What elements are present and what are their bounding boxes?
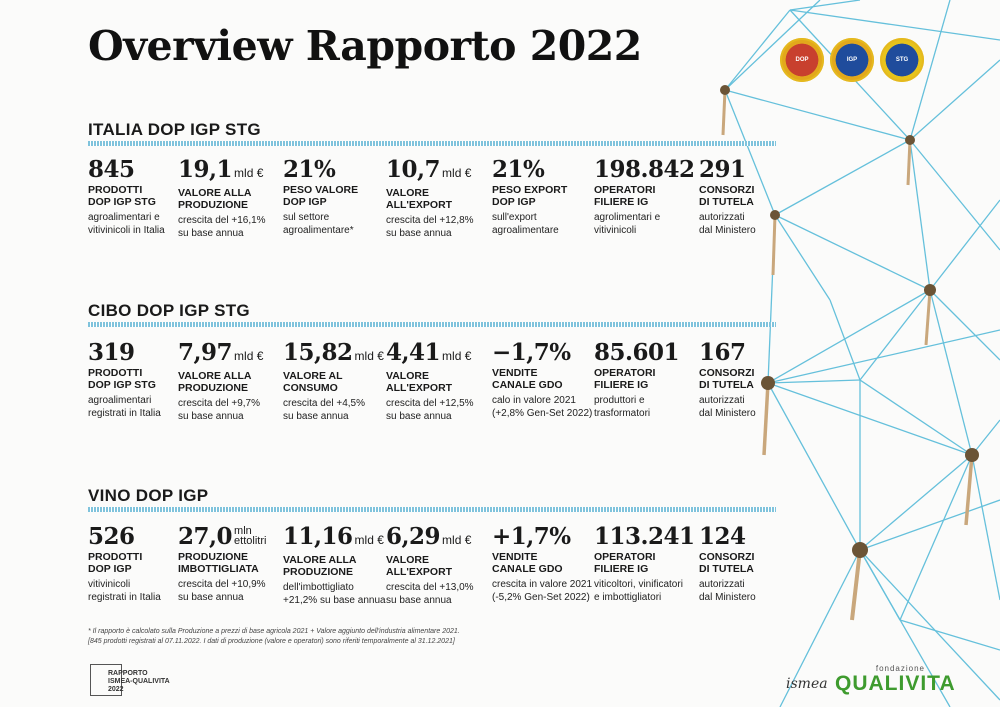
stat-block xyxy=(699,525,756,604)
stat-description: calo in valore 2021 (+2,8% Gen-Set 2022) xyxy=(492,395,593,419)
stats-row-italia xyxy=(88,158,778,258)
stat-label: VALORE ALL'EXPORT xyxy=(386,370,453,394)
stat-value: 113.241 xyxy=(594,523,695,550)
stats-row-vino xyxy=(88,525,778,625)
footnote: * Il rapporto è calcolato sulla Produzione a prezzi di base agricola 2021 + Valore aggiunto dell'industria alimentare 2021. [845 prodotti registrati al 07.11.2022. I dati di produzione (valore e operatori) sono riferiti temporalmente al 31.12.2021] xyxy=(88,628,460,645)
stat-unit: mln ettolitri xyxy=(234,525,267,547)
stat-description: agroalimentari e vitivinicoli in Italia xyxy=(88,212,165,236)
stat-block xyxy=(178,158,266,240)
qualivita-logo-subtitle: fondazione xyxy=(875,664,925,673)
stat-label: PESO EXPORT DOP IGP xyxy=(492,184,568,208)
stat-block xyxy=(88,341,161,420)
stat-description: sull'export agroalimentare xyxy=(492,212,559,236)
stat-label: OPERATORI FILIERE IG xyxy=(594,184,656,208)
stat-description: crescita del +12,5% su base annua xyxy=(386,398,474,422)
section-title-cibo: CIBO DOP IGP STG xyxy=(88,301,250,320)
stat-value: 4,41 mld € xyxy=(386,339,472,366)
stat-value: 6,29 mld € xyxy=(386,523,472,550)
stat-description: produttori e trasformatori xyxy=(594,395,651,419)
page-title: Overview Rapporto 2022 xyxy=(88,22,642,70)
stat-block xyxy=(283,525,386,607)
stat-description: crescita del +9,7% su base annua xyxy=(178,398,260,422)
stat-label: PRODOTTI DOP IGP xyxy=(88,551,143,575)
stat-value: 85.601 xyxy=(594,339,680,366)
section-divider xyxy=(88,507,776,512)
stat-value: 21% xyxy=(492,156,545,183)
stat-description: autorizzati dal Ministero xyxy=(699,212,756,236)
stat-description: agrolimentari e vitivinicoli xyxy=(594,212,661,236)
stat-block xyxy=(178,525,266,604)
stat-label: PRODOTTI DOP IGP STG xyxy=(88,184,156,208)
stat-label: VALORE ALLA PRODUZIONE xyxy=(178,187,252,211)
stat-description: crescita in valore 2021 (-5,2% Gen-Set 2022) xyxy=(492,579,593,603)
stat-value: 11,16 mld € xyxy=(283,523,384,550)
stat-label: VALORE AL CONSUMO xyxy=(283,370,343,394)
stat-value: 526 xyxy=(88,523,135,550)
section-divider xyxy=(88,322,776,327)
stat-description: crescita del +12,8% su base annua xyxy=(386,215,474,239)
stat-label: VENDITE CANALE GDO xyxy=(492,551,563,575)
stat-block xyxy=(386,525,474,607)
stat-block xyxy=(492,341,592,420)
stat-description: crescita del +4,5% su base annua xyxy=(283,398,365,422)
stat-value: 27,0 mln ettolitri xyxy=(178,523,267,550)
qualivita-logo xyxy=(835,664,956,695)
stat-label: VALORE ALL'EXPORT xyxy=(386,187,453,211)
section-title-vino: VINO DOP IGP xyxy=(88,486,209,505)
stat-value: 845 xyxy=(88,156,135,183)
stat-description: crescita del +16,1% su base annua xyxy=(178,215,266,239)
stat-label: OPERATORI FILIERE IG xyxy=(594,367,656,391)
ismea-logo: ismea xyxy=(786,676,828,692)
stat-value: 7,97 mld € xyxy=(178,339,264,366)
stat-value: 10,7 mld € xyxy=(386,156,472,183)
stat-block xyxy=(283,341,384,423)
stat-value: 21% xyxy=(283,156,336,183)
stat-label: CONSORZI DI TUTELA xyxy=(699,551,755,575)
stat-block xyxy=(594,158,695,237)
dop-seal-icon: DOP xyxy=(780,38,824,82)
stat-value: 291 xyxy=(699,156,746,183)
section-title-italia: ITALIA DOP IGP STG xyxy=(88,120,261,139)
stat-block xyxy=(594,525,695,604)
stat-value: 19,1 mld € xyxy=(178,156,264,183)
stat-value: 198.842 xyxy=(594,156,695,183)
stat-value: 167 xyxy=(699,339,746,366)
stat-label: VALORE ALLA PRODUZIONE xyxy=(283,554,357,578)
seal-group xyxy=(780,38,924,82)
stat-label: VALORE ALLA PRODUZIONE xyxy=(178,370,252,394)
stat-description: sul settore agroalimentare* xyxy=(283,212,354,236)
stat-description: autorizzati dal Ministero xyxy=(699,395,756,419)
stat-block xyxy=(594,341,679,420)
stats-row-cibo xyxy=(88,341,778,441)
stat-label: PESO VALORE DOP IGP xyxy=(283,184,359,208)
stat-block xyxy=(386,341,474,423)
stat-value: −1,7% xyxy=(492,339,571,366)
stat-block xyxy=(178,341,263,423)
stat-label: OPERATORI FILIERE IG xyxy=(594,551,656,575)
stat-label: PRODOTTI DOP IGP STG xyxy=(88,367,156,391)
stat-block xyxy=(88,525,161,604)
stg-seal-icon: STG xyxy=(880,38,924,82)
stat-label: VALORE ALL'EXPORT xyxy=(386,554,453,578)
stat-value: 319 xyxy=(88,339,135,366)
rapporto-logo-text: RAPPORTO ISMEA-QUALIVITA 2022 xyxy=(108,670,170,693)
stat-label: PRODUZIONE IMBOTTIGLIATA xyxy=(178,551,259,575)
stat-description: agroalimentari registrati in Italia xyxy=(88,395,161,419)
stat-description: autorizzati dal Ministero xyxy=(699,579,756,603)
stat-block xyxy=(699,341,756,420)
stat-description: dell'imbottigliato +21,2% su base annua xyxy=(283,582,386,606)
stat-description: viticoltori, vinificatori e imbottigliatori xyxy=(594,579,683,603)
stat-description: crescita del +13,0% su base annua xyxy=(386,582,474,606)
stat-label: CONSORZI DI TUTELA xyxy=(699,184,755,208)
stat-block xyxy=(492,525,592,604)
stat-block xyxy=(283,158,358,237)
stat-value: 15,82 mld € xyxy=(283,339,384,366)
stat-description: vitivinicoli registrati in Italia xyxy=(88,579,161,603)
stat-label: VENDITE CANALE GDO xyxy=(492,367,563,391)
qualivita-logo-name: QUALIVITA xyxy=(835,672,956,695)
stat-value: 124 xyxy=(699,523,746,550)
stat-value: +1,7% xyxy=(492,523,571,550)
section-divider xyxy=(88,141,776,146)
stat-label: CONSORZI DI TUTELA xyxy=(699,367,755,391)
stat-block xyxy=(88,158,165,237)
stat-block xyxy=(699,158,756,237)
stat-description: crescita del +10,9% su base annua xyxy=(178,579,266,603)
stat-block xyxy=(386,158,474,240)
igp-seal-icon: IGP xyxy=(830,38,874,82)
stat-block xyxy=(492,158,567,237)
